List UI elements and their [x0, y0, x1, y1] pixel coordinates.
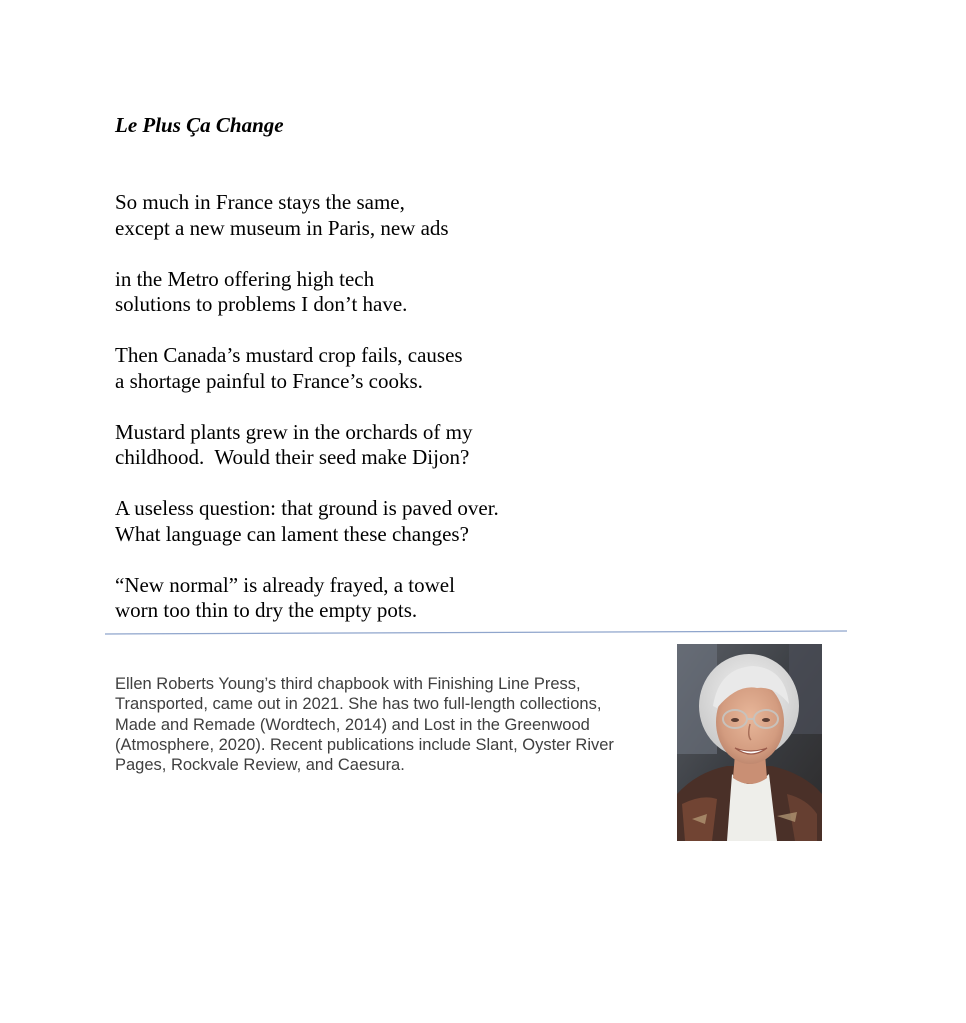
poem-line: in the Metro offering high tech: [115, 266, 375, 291]
stanza: [115, 190, 675, 241]
stanza: [115, 573, 675, 624]
poem-line: A useless question: that ground is paved over.: [115, 496, 499, 520]
author-photo: [677, 644, 822, 841]
bio-line: Made and Remade (Wordtech, 2014) and Lost in the Greenwood: [115, 715, 590, 734]
poem-title: Le Plus Ça Change: [115, 113, 284, 137]
poem-line: What language can lament these changes?: [115, 521, 469, 546]
poem-line: worn too thin to dry the empty pots.: [115, 598, 418, 622]
stanza: [115, 343, 675, 394]
poem-line: solutions to problems I don’t have.: [115, 292, 408, 316]
stanza: [115, 267, 675, 318]
author-bio: [115, 674, 665, 775]
bio-line: Transported, came out in 2021. She has two full-length collections,: [115, 695, 602, 714]
stanza: [115, 420, 675, 471]
poem-line: a shortage painful to France’s cooks.: [115, 368, 423, 393]
stanza: [115, 496, 675, 547]
poem-line: So much in France stays the same,: [115, 190, 405, 214]
bio-line: Ellen Roberts Young’s third chapbook with Finishing Line Press,: [115, 675, 581, 693]
poem-line: “New normal” is already frayed, a towel: [115, 572, 455, 597]
section-divider: [105, 630, 847, 635]
bio-line: Pages, Rockvale Review, and Caesura.: [115, 756, 405, 775]
poem-line: Mustard plants grew in the orchards of my: [115, 419, 473, 444]
bio-line: (Atmosphere, 2020). Recent publications include Slant, Oyster River: [115, 735, 614, 754]
poem-line: Then Canada’s mustard crop fails, causes: [115, 343, 463, 367]
poem-line: childhood. Would their seed make Dijon?: [115, 445, 470, 469]
poem-line: except a new museum in Paris, new ads: [115, 215, 449, 240]
poem-body: [115, 190, 675, 624]
